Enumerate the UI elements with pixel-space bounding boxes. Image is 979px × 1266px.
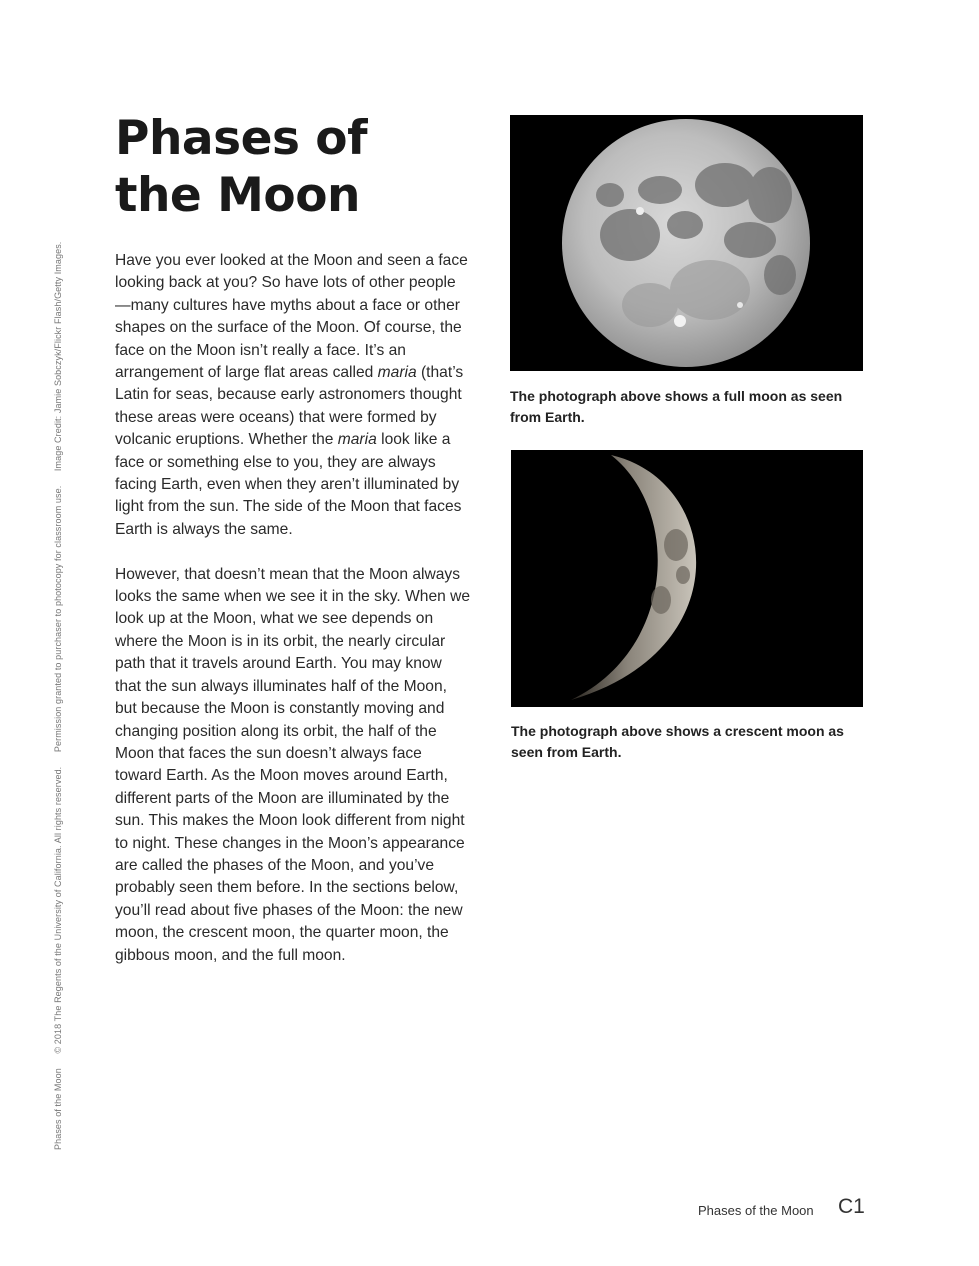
paragraph-1-part-c: look like a face or something else to you, they are always facing Earth, even when they aren’t illuminated by light from the sun. The side of the Moon that faces Earth is always the same. [115,431,462,538]
credit-image: Image Credit: Jamie Sobczyk/Flickr Flash/Getty Images. [53,241,63,472]
title-line-2: the Moon [115,168,360,223]
credit-permission: Permission granted to purchaser to photocopy for classroom use. [53,485,63,753]
credit-copyright: © 2018 The Regents of the University of California. All rights reserved. [53,766,63,1054]
footer-title: Phases of the Moon [698,1203,814,1218]
paragraph-1-part-a: Have you ever looked at the Moon and seen a face looking back at you? So have lots of other people—many cultures have myths about a face or other shapes on the surface of the Moon. Of course, the face on the Moon isn’t really a face. It’s an arrangement of large flat areas called [115,252,468,382]
full-moon-caption: The photograph above shows a full moon as seen from Earth. [510,388,843,425]
title-line-1: Phases of [115,111,368,166]
page-number: C1 [838,1195,865,1218]
page-title [115,110,475,224]
side-credit [53,230,63,1150]
maria-term: maria [377,364,417,382]
credit-document-name: Phases of the Moon [53,1068,63,1150]
article-body [115,250,471,989]
maria-term: maria [337,431,377,449]
paragraph-1-part-b: (that’s Latin for seas, because early astronomers thought these areas were oceans) that were formed by volcanic eruptions. Whether the [115,364,464,449]
crescent-moon-caption: The photograph above shows a crescent moon as seen from Earth. [511,723,844,760]
paragraph-2: However, that doesn’t mean that the Moon always looks the same when we see it in the sky. When we look up at the Moon, what we see depends on where the Moon is in its orbit, the nearly circular path that it travels around Earth. You may know that the sun always illuminates half of the Moon, but because the Moon is constantly moving and changing position along its orbit, the half of the Moon that faces the sun doesn’t always face toward Earth. As the Moon moves around Earth, different parts of the Moon are illuminated by the sun. This makes the Moon look different from night to night. These changes in the Moon’s appearance are called the phases of the Moon, and you’ve probably seen them before. In the sections below, you’ll read about five phases of the Moon: the new moon, the crescent moon, the quarter moon, the gibbous moon, and the full moon. [115,565,471,964]
full-moon-photo [510,115,863,371]
paragraph-1 [115,250,471,541]
crescent-moon-photo [511,450,863,707]
